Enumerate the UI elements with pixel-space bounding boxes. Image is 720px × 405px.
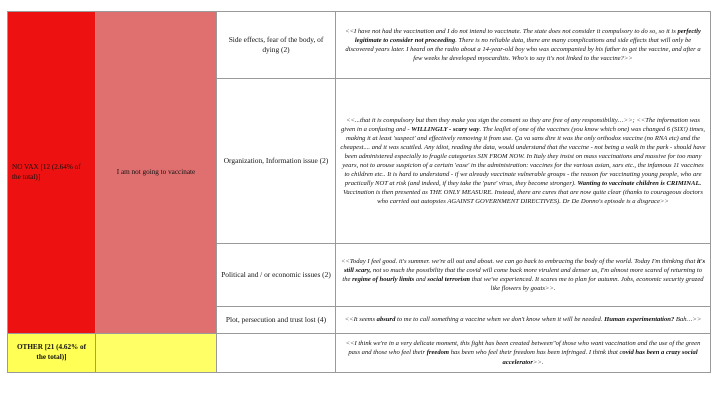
response-novax: I am not going to vaccinate [96, 12, 217, 334]
qualitative-table [7, 11, 711, 373]
theme-cell: Organization, Information issue (2) [217, 79, 336, 244]
theme-cell: Political and / or economic issues (2) [217, 244, 336, 307]
category-other: OTHER [21 (4.62% of the total)] [8, 334, 96, 373]
quote-cell: <<It seems absurd to me to call something a vaccine when we don't know when it will be needed. Human experimentation? Bah…>> [336, 307, 711, 334]
quote-cell: <<...that it is compulsory but then they make you sign the consent so they are free of any responsibility…>>; <<The information was given in a confusing and - WILLINGLY - scary way. The leaflet of one of the vaccines (you know which one) was changed 6 (SIX!) times, making it at least 'suspect' and effectively removing it from use. Ça va sans dire it was the only orthodox vaccine (no RNA etc) and the cheapest.... and it was scuttled. Any idiot, reading the data, would understand that the vaccine - not being a walk in the park - should have been administered especially to fragile categories SIN FROM NOW. In Italy they insist on mass vaccinations and massive for too many years, not to arouse suspicion of a certain 'ease' in the administration: vaccines for the various asian, sars etc., the infamous 11 vaccines to children etc.. It is hard to understand - if we already vaccinate vulnerable groups - the reason for vaccinating young people, who are practically NOT at risk (and indeed, if they take the 'pure' virus, they become stronger). Wanting to vaccinate children is CRIMINAL. Vaccination is then presented as THE ONLY MEASURE. Instead, there are cures that are now quite clear (thanks to courageous doctors who carried out autopsies AGAINST GOVERNMENT DIRECTIVES). Dr De Donno's episode is a disgrace>> [336, 79, 711, 244]
quote-cell: <<I think we're in a very delicate moment, this fight has been created between"of those who want vaccination and the use of the green pass and those who feel their freedom has been who feel their freedom has been infringed. I think that covid has been a crazy social accelerator>>. [336, 334, 711, 373]
quote-cell: <<Today I feel good. it's summer. we're all out and about. we can go back to embracing the body of the world. Today I'm thinking that it's still scary, not so much the possibility that the covid will come back more virulent and denser us, I'm almost more scared of returning to the regime of hourly limits and social terrorism that we've experienced. It scares me to plan for autumn. Jobs, economic security grazed like flowers by goats>>. [336, 244, 711, 307]
category-novax: NO VAX [12 (2.64% of the total)] [8, 12, 96, 334]
theme-cell: Plot, persecution and trust lost (4) [217, 307, 336, 334]
theme-cell [217, 334, 336, 373]
response-other [96, 334, 217, 373]
table-row [8, 12, 711, 79]
quote-cell: <<I have not had the vaccination and I do not intend to vaccinate. The state does not consider it compulsory to do so, so it is perfectly legitimate to consider not proceeding. There is no reliable data, there are many complications and side effects that will only be discovered years later. I heard on the radio about a 14-year-old boy who was accompanied by his father to get the vaccine, and after a few weeks he developed myocarditis. Who's to say it's not linked to the vaccine?>> [336, 12, 711, 79]
table-row [8, 334, 711, 373]
theme-cell: Side effects, fear of the body, of dying (2) [217, 12, 336, 79]
